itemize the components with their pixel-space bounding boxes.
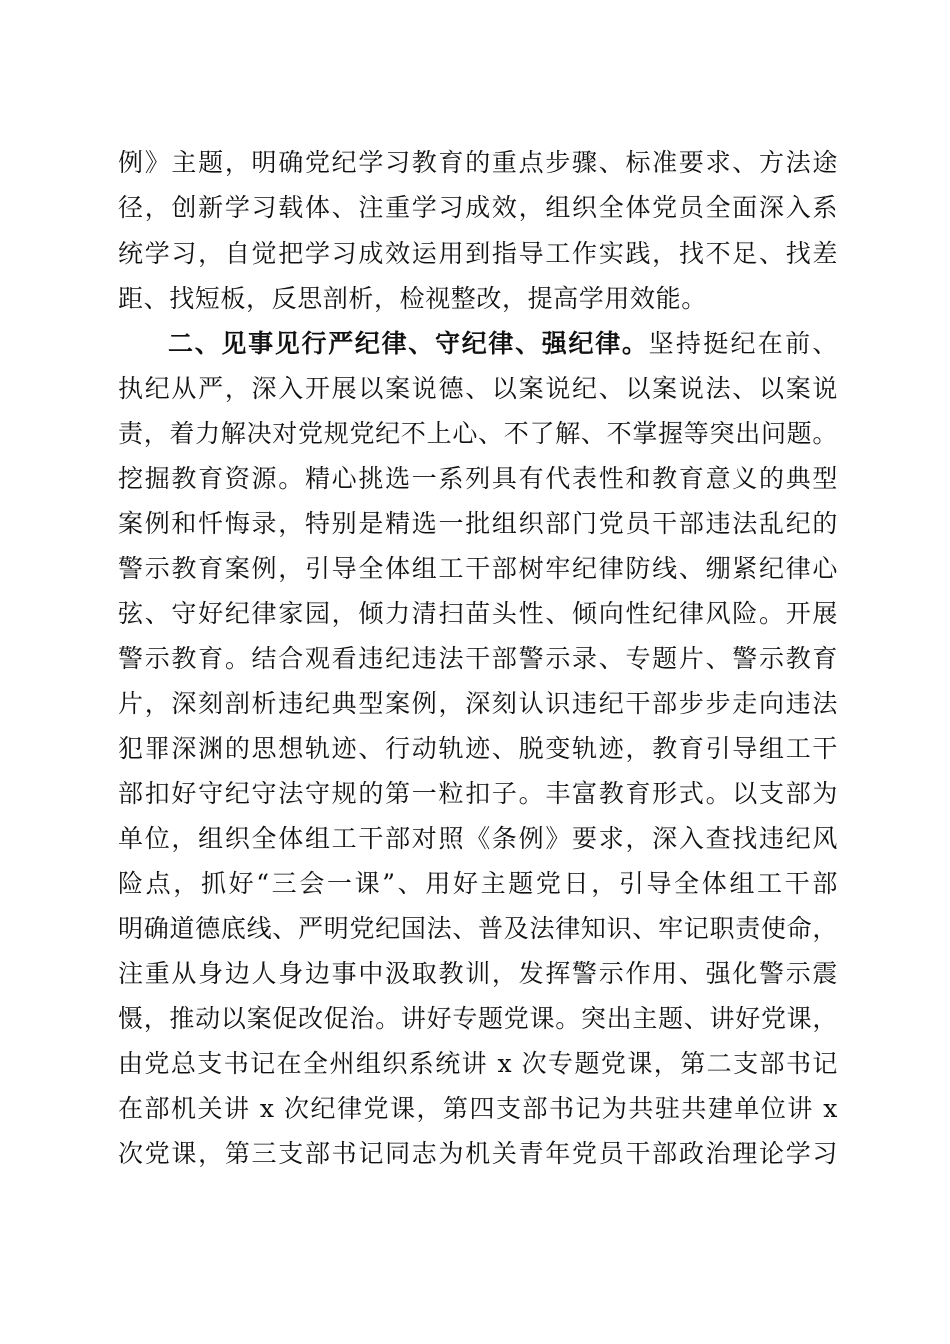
paragraph-2-line-19: 次党课，第三支部书记同志为机关青年党员干部政治理论学习 [118, 1139, 838, 1168]
section-heading: 二、见事见行严纪律、守纪律、强纪律。 [168, 329, 649, 358]
paragraph-2-line-16: 慑，推动以案促改促治。讲好专题党课。突出主题、讲好党课， [118, 1004, 838, 1033]
paragraph-2-line-9: 片，深刻剖析违纪典型案例，深刻认识违纪干部步步走向违法 [118, 689, 838, 718]
paragraph-2-line-17: 由党总支书记在全州组织系统讲 x 次专题党课，第二支部书记 [118, 1049, 838, 1078]
paragraph-2-line-13: 险点，抓好“三会一课”、用好主题党日，引导全体组工干部 [118, 869, 838, 898]
paragraph-1-line-3: 统学习，自觉把学习成效运用到指导工作实践，找不足、找差 [118, 239, 838, 268]
paragraph-2-line-10: 犯罪深渊的思想轨迹、行动轨迹、脱变轨迹，教育引导组工干 [118, 734, 838, 763]
paragraph-2-line-8: 警示教育。结合观看违纪违法干部警示录、专题片、警示教育 [118, 644, 838, 673]
paragraph-2-line-4: 挖掘教育资源。精心挑选一系列具有代表性和教育意义的典型 [118, 464, 838, 493]
paragraph-2-line-12: 单位，组织全体组工干部对照《条例》要求，深入查找违纪风 [118, 824, 838, 853]
paragraph-2-line-6: 警示教育案例，引导全体组工干部树牢纪律防线、绷紧纪律心 [118, 554, 838, 583]
paragraph-2-line-7: 弦、守好纪律家园，倾力清扫苗头性、倾向性纪律风险。开展 [118, 599, 838, 628]
paragraph-1-line-1: 例》主题，明确党纪学习教育的重点步骤、标准要求、方法途 [118, 148, 838, 177]
paragraph-2-line-15: 注重从身边人身边事中汲取教训，发挥警示作用、强化警示震 [118, 959, 838, 988]
paragraph-2-line-18: 在部机关讲 x 次纪律党课，第四支部书记为共驻共建单位讲 x [118, 1094, 838, 1123]
paragraph-1-line-2: 径，创新学习载体、注重学习成效，组织全体党员全面深入系 [118, 193, 838, 222]
paragraph-2-line-11: 部扣好守纪守法守规的第一粒扣子。丰富教育形式。以支部为 [118, 779, 838, 808]
paragraph-2-line-1-rest: 坚持挺纪在前、 [648, 329, 838, 358]
paragraph-2-line-2: 执纪从严，深入开展以案说德、以案说纪、以案说法、以案说 [118, 374, 838, 403]
paragraph-2-line-14: 明确道德底线、严明党纪国法、普及法律知识、牢记职责使命， [118, 914, 838, 943]
paragraph-2-line-1 [168, 322, 838, 366]
paragraph-2-line-3: 责，着力解决对党规党纪不上心、不了解、不掌握等突出问题。 [118, 419, 838, 448]
paragraph-2-line-5: 案例和忏悔录，特别是精选一批组织部门党员干部违法乱纪的 [118, 509, 838, 538]
paragraph-1-line-4: 距、找短板，反思剖析，检视整改，提高学用效能。 [118, 284, 707, 313]
